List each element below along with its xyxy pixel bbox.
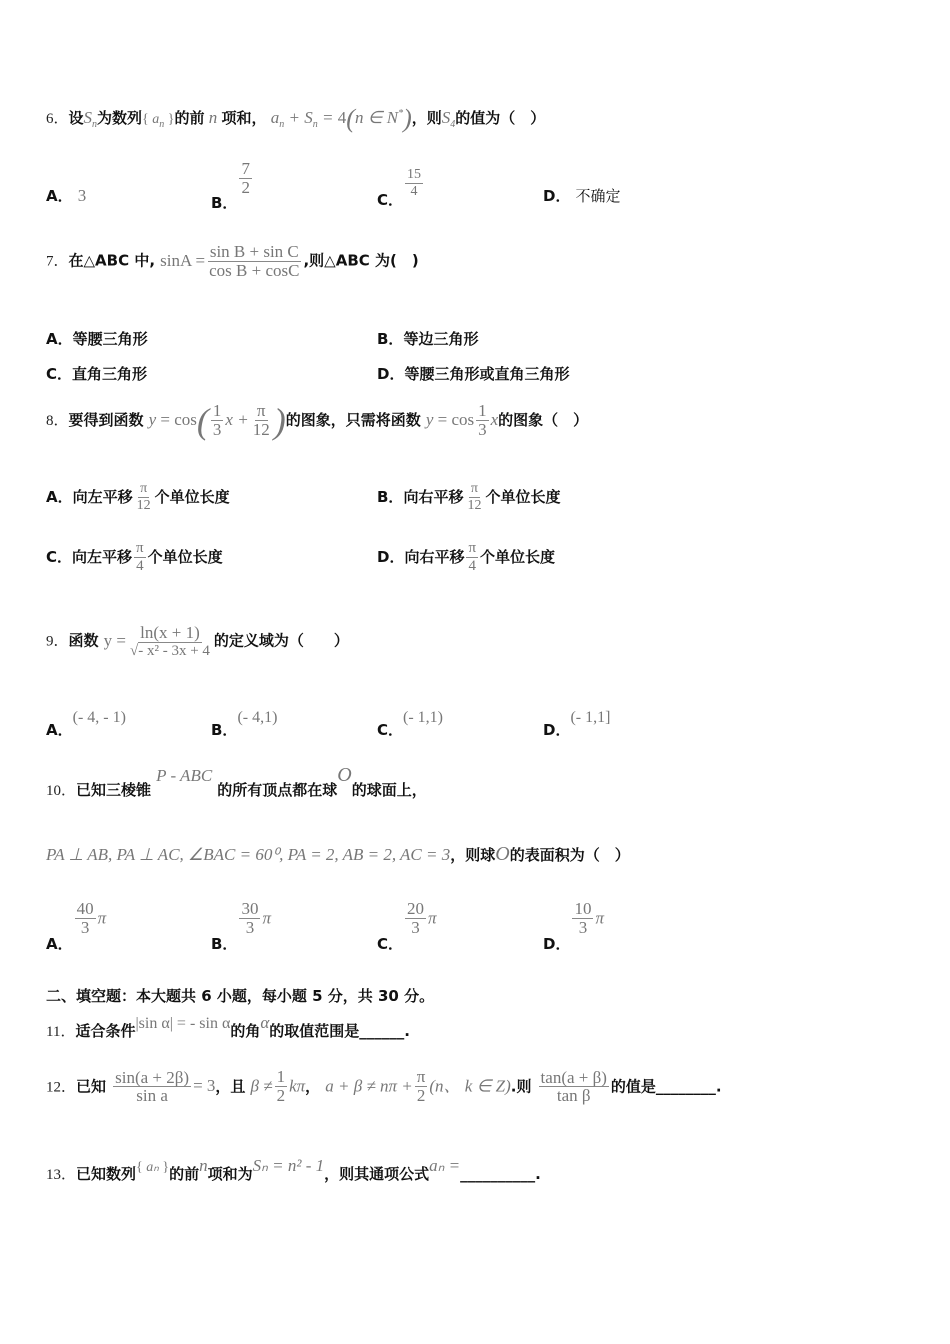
q10-option-c[interactable]: C． $\frac{20}{3}$ π [377,899,437,954]
q8-option-c[interactable]: C．向左平移 $\frac{\pi}{4}$ 个单位长度 [46,540,223,574]
q7-option-a[interactable]: A．等腰三角形 [46,330,148,348]
q7-option-c[interactable]: C．直角三角形 [46,365,148,383]
q9-option-a[interactable]: A．(- 4, - 1) [46,709,126,739]
q7-option-b[interactable]: B．等边三角形 [377,330,479,348]
q9-option-b[interactable]: B．(- 4,1) [211,709,278,739]
q6-condition: $a_n + S_n = 4(n$ ∈ N*) [266,104,412,133]
question-13: 13．已知数列{ aₙ }的前n项和为Sₙ = n² - 1，则其通项公式aₙ =__________. [46,1156,541,1183]
question-10: 10．已知三棱锥 P - ABC 的所有顶点都在球O的球面上， [46,764,427,799]
q7-equation: sinA = $\frac{\text{sin B + sin C}}{\text{cos B + cosC}}$ [160,242,300,280]
q8-function-2: y = cos $\frac{1}{3}$ x [425,401,499,440]
question-11: 11．适合条件|sin α| = - sin α的角α的取值范围是______. [46,1013,410,1040]
q6-text: 设 [68,108,84,127]
q9-option-c[interactable]: C．(- 1,1) [377,709,443,739]
q9-function: y = $\frac{\ln(x + 1)}{\text{√- x² - 3x + 4}}$ [103,623,210,659]
q9-option-d[interactable]: D．(- 1,1] [543,709,611,739]
q6-option-a[interactable]: A． 3 [46,186,87,205]
question-12: 12．已知 $\frac{\sin(a + 2\beta)}{\text{sin a}}$ = 3，且 β ≠ $\frac{1}{2}$ kπ， a + β ≠ nπ + $\frac{\pi}{2}$ (n、 k ∈ Z).则 $\frac{\tan(a + \beta)}{\text{tan β}}$ 的值是________. [46,1067,722,1106]
q6-sn: $S_n$ [83,107,98,130]
section-2-header: 二、填空题：本大题共 6 小题，每小题 5 分，共 30 分。 [46,987,435,1005]
q10-conditions: PA ⊥ AB, PA ⊥ AC, ∠BAC = 60⁰, PA = 2, AB = 2, AC = 3，则球O的表面积为（ ） [46,843,630,865]
question-7: 7．在△ABC 中, sinA = $\frac{\text{sin B + sin C}}{\text{cos B + cosC}}$ ,则△ABC 为( ) [46,242,419,280]
q6-option-d[interactable]: D． 不确定 [543,187,621,205]
q8-option-d[interactable]: D．向右平移 $\frac{\pi}{4}$ 个单位长度 [377,540,556,574]
q10-option-b[interactable]: B． $\frac{30}{3}$ π [211,899,271,954]
question-9: 9．函数 y = $\frac{\ln(x + 1)}{\text{√- x² - 3x + 4}}$ 的定义域为（ ） [46,623,349,659]
q8-function-1: y = cos( $\frac{1}{3}$ x + $\frac{\pi}{12}$ ) [148,401,286,441]
question-8: 8．要得到函数 y = cos( $\frac{1}{3}$ x + $\frac{\pi}{12}$ )的图象，只需将函数 y = cos $\frac{1}{3}$ x的图象（ ） [46,401,589,441]
q10-option-d[interactable]: D． $\frac{10}{3}$ π [543,899,604,954]
q6-number: 6． [46,110,69,127]
q10-option-a[interactable]: A． $\frac{40}{3}$ π [46,899,107,954]
q8-option-a[interactable]: A．向左平移 $\frac{\pi}{12}$ 个单位长度 [46,481,230,513]
q6-option-b[interactable]: B． $\frac{7}{2}$ [211,159,250,213]
q6-sequence: { $a_n$ } [142,111,175,130]
q7-option-d[interactable]: D．等腰三角形或直角三角形 [377,365,570,383]
q8-option-b[interactable]: B．向右平移 $\frac{\pi}{12}$ 个单位长度 [377,481,561,513]
question-6: 6．设$S_n$为数列{ $a_n$ }的前 n 项和， $a_n + S_n = 4(n$ ∈ N*)，则$S_4$的值为（ ） [46,104,546,133]
q6-option-c[interactable]: C． $\frac{15}{4}$ [377,167,422,210]
